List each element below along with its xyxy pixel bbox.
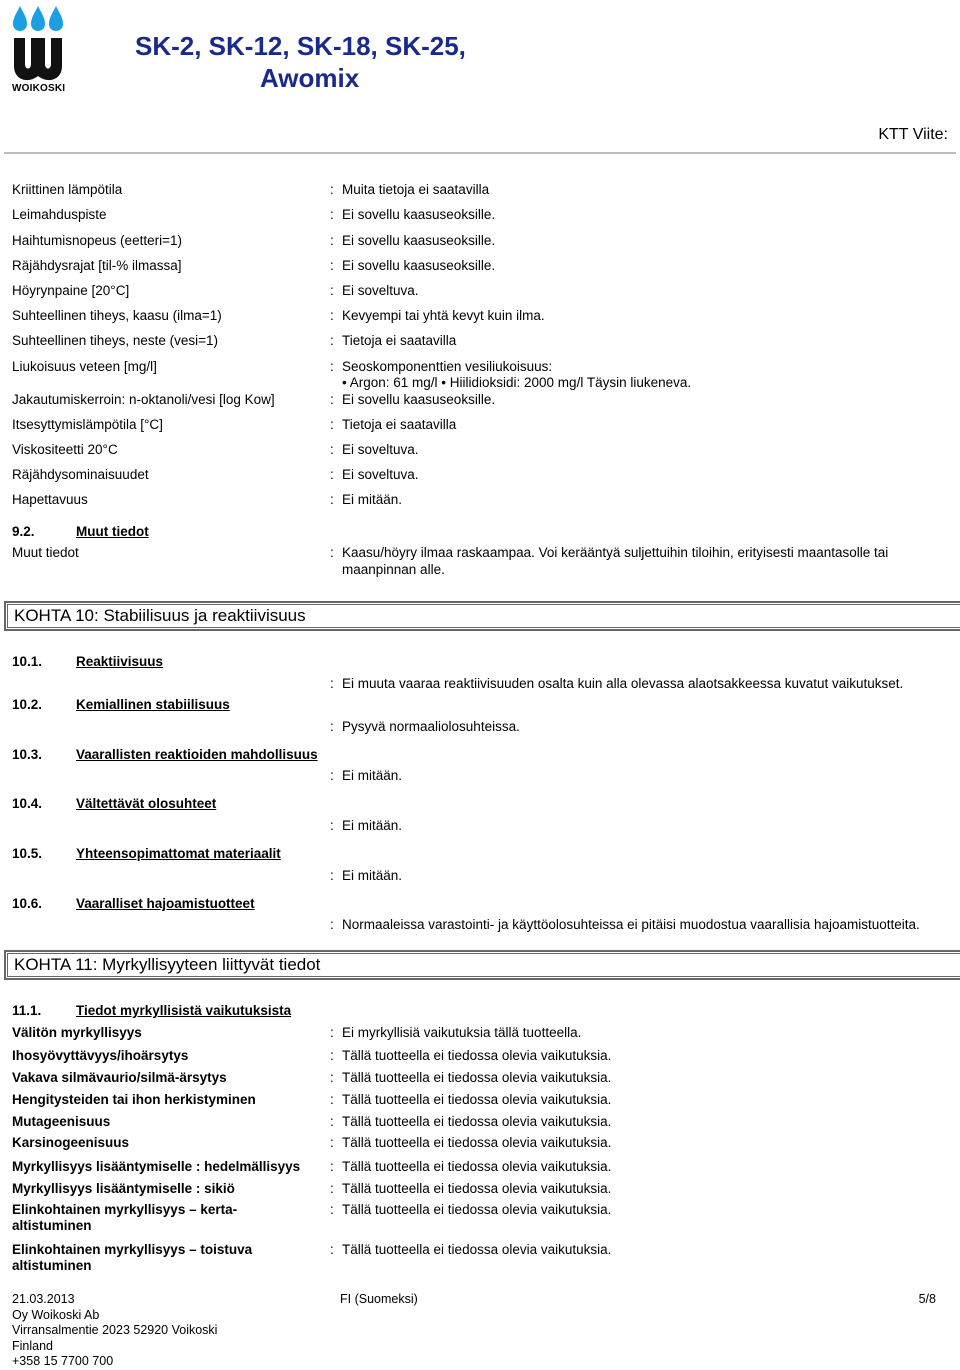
- tox-value: Ei myrkyllisiä vaikutuksia tällä tuotteella.: [342, 1025, 582, 1040]
- colon: :: [330, 467, 334, 482]
- subsection-title: Vaarallisten reaktioiden mahdollisuus: [76, 747, 318, 762]
- subsection-title: Muut tiedot: [76, 524, 149, 539]
- colon: :: [330, 182, 334, 197]
- tox-label: Mutageenisuus: [12, 1114, 111, 1129]
- tox-value: Tällä tuotteella ei tiedossa olevia vaikutuksia.: [342, 1202, 612, 1217]
- ktt-reference: KTT Viite:: [878, 126, 948, 143]
- property-label: Suhteellinen tiheys, kaasu (ilma=1): [12, 308, 222, 323]
- footer-company: [12, 1292, 217, 1370]
- colon: :: [330, 258, 334, 273]
- footer-phone: +358 15 7700 700: [12, 1354, 114, 1368]
- footer-country: Finland: [12, 1338, 53, 1353]
- tox-label-cont: altistuminen: [12, 1258, 92, 1273]
- subsection-number: 11.1.: [12, 1003, 42, 1018]
- subsection-title: Yhteensopimattomat materiaalit: [76, 846, 281, 861]
- property-label: Itsesyttymislämpötila [°C]: [12, 417, 163, 432]
- tox-value: Tällä tuotteella ei tiedossa olevia vaikutuksia.: [342, 1048, 612, 1063]
- property-label: Muut tiedot: [12, 545, 79, 560]
- document-title: [135, 30, 466, 94]
- subsection-number: 10.6.: [12, 896, 43, 911]
- subsection-value: Normaaleissa varastointi- ja käyttöolosuhteissa ei pitäisi muodostua vaarallisia hajoamistuotteita.: [342, 917, 920, 932]
- tox-label: Karsinogeenisuus: [12, 1135, 130, 1150]
- tox-label: Ihosyövyttävyys/ihoärsytys: [12, 1048, 189, 1063]
- subsection-value: Pysyvä normaaliolosuhteissa.: [342, 719, 520, 734]
- footer-address: Virransalmentie 2023 52920 Voikoski: [12, 1323, 218, 1337]
- property-value: Ei sovellu kaasuseoksille.: [342, 233, 496, 248]
- subsection-value: Ei mitään.: [342, 868, 403, 883]
- colon: :: [330, 917, 334, 932]
- subsection-title: Vältettävät olosuhteet: [76, 796, 217, 811]
- colon: :: [330, 283, 334, 298]
- property-label: Jakautumiskerroin: n-oktanoli/vesi [log Kow]: [12, 392, 275, 407]
- footer-language: FI (Suomeksi): [340, 1292, 418, 1306]
- tox-label: Hengitysteiden tai ihon herkistyminen: [12, 1092, 256, 1107]
- property-value: Ei sovellu kaasuseoksille.: [342, 392, 496, 407]
- colon: :: [330, 1114, 334, 1129]
- tox-label: Myrkyllisyys lisääntymiselle : hedelmällisyys: [12, 1159, 301, 1174]
- property-value: Ei sovellu kaasuseoksille.: [342, 258, 496, 273]
- title-line-1: SK-2, SK-12, SK-18, SK-25,: [135, 31, 466, 61]
- tox-label-cont: altistuminen: [12, 1218, 92, 1233]
- title-line-2: Awomix: [260, 63, 360, 93]
- colon: :: [330, 1202, 334, 1217]
- colon: :: [330, 818, 334, 833]
- property-label: Räjähdysrajat [til-% ilmassa]: [12, 258, 182, 273]
- colon: :: [330, 1092, 334, 1107]
- colon: :: [330, 308, 334, 323]
- property-label: Kriittinen lämpötila: [12, 182, 123, 197]
- colon: :: [330, 1135, 334, 1150]
- tox-value: Tällä tuotteella ei tiedossa olevia vaikutuksia.: [342, 1159, 612, 1174]
- tox-value: Tällä tuotteella ei tiedossa olevia vaikutuksia.: [342, 1242, 612, 1257]
- subsection-number: 10.4.: [12, 796, 43, 811]
- subsection-number: 10.5.: [12, 846, 43, 861]
- property-label: Räjähdysominaisuudet: [12, 467, 149, 482]
- footer-company-name: Oy Woikoski Ab: [12, 1307, 100, 1322]
- section-10-header: KOHTA 10: Stabiilisuus ja reaktiivisuus: [4, 601, 960, 631]
- logo-text: WOIKOSKI: [12, 83, 66, 94]
- subsection-number: 10.3.: [12, 747, 43, 762]
- property-value: Ei soveltuva.: [342, 283, 419, 298]
- property-value: Seoskomponenttien vesiliukoisuus:: [342, 359, 553, 374]
- property-value: Ei mitään.: [342, 492, 403, 507]
- tox-label: Välitön myrkyllisyys: [12, 1025, 142, 1040]
- property-value: Ei soveltuva.: [342, 467, 419, 482]
- property-value-cont: maanpinnan alle.: [342, 562, 445, 577]
- header-divider: [4, 152, 956, 154]
- colon: :: [330, 1242, 334, 1257]
- tox-label: Elinkohtainen myrkyllisyys – kerta-: [12, 1202, 238, 1217]
- colon: :: [330, 233, 334, 248]
- footer-date: 21.03.2013: [12, 1292, 75, 1306]
- tox-value: Tällä tuotteella ei tiedossa olevia vaikutuksia.: [342, 1135, 612, 1150]
- property-value: Kaasu/höyry ilmaa raskaampaa. Voi kerääntyä suljettuihin tiloihin, erityisesti maantasolle tai: [342, 545, 889, 560]
- property-label: Hapettavuus: [12, 492, 88, 507]
- colon: :: [330, 333, 334, 348]
- tox-value: Tällä tuotteella ei tiedossa olevia vaikutuksia.: [342, 1092, 612, 1107]
- property-label: Liukoisuus veteen [mg/l]: [12, 359, 157, 374]
- tox-label: Elinkohtainen myrkyllisyys – toistuva: [12, 1242, 253, 1257]
- section-11-header: KOHTA 11: Myrkyllisyyteen liittyvät tiedot: [4, 950, 960, 980]
- colon: :: [330, 1159, 334, 1174]
- subsection-number: 10.2.: [12, 697, 43, 712]
- property-label: Haihtumisnopeus (eetteri=1): [12, 233, 182, 248]
- colon: :: [330, 207, 334, 222]
- colon: :: [330, 1070, 334, 1085]
- colon: :: [330, 768, 334, 783]
- colon: :: [330, 442, 334, 457]
- property-label: Viskositeetti 20°C: [12, 442, 118, 457]
- subsection-title: Vaaralliset hajoamistuotteet: [76, 896, 255, 911]
- colon: :: [330, 1181, 334, 1196]
- property-value: Tietoja ei saatavilla: [342, 417, 457, 432]
- subsection-number: 10.1.: [12, 654, 43, 669]
- colon: :: [330, 492, 334, 507]
- colon: :: [330, 1048, 334, 1063]
- subsection-value: Ei mitään.: [342, 768, 403, 783]
- property-label: Höyrynpaine [20°C]: [12, 283, 130, 298]
- tox-value: Tällä tuotteella ei tiedossa olevia vaikutuksia.: [342, 1114, 612, 1129]
- footer-page-number: 5/8: [918, 1292, 936, 1306]
- property-value: Tietoja ei saatavilla: [342, 333, 457, 348]
- colon: :: [330, 545, 334, 560]
- property-label: Leimahduspiste: [12, 207, 107, 222]
- subsection-title: Kemiallinen stabiilisuus: [76, 697, 230, 712]
- tox-label: Myrkyllisyys lisääntymiselle : sikiö: [12, 1181, 235, 1196]
- subsection-number: 9.2.: [12, 524, 35, 539]
- colon: :: [330, 719, 334, 734]
- subsection-title: Tiedot myrkyllisistä vaikutuksista: [76, 1003, 292, 1018]
- subsection-value: Ei mitään.: [342, 818, 403, 833]
- colon: :: [330, 417, 334, 432]
- property-value: Ei sovellu kaasuseoksille.: [342, 207, 496, 222]
- colon: :: [330, 868, 334, 883]
- property-value-detail: • Argon: 61 mg/l • Hiilidioksidi: 2000 mg/l Täysin liukeneva.: [342, 375, 692, 390]
- subsection-value: Ei muuta vaaraa reaktiivisuuden osalta kuin alla olevassa alaotsakkeessa kuvatut vaikutukset.: [342, 676, 904, 691]
- property-value: Ei soveltuva.: [342, 442, 419, 457]
- woikoski-logo: [12, 4, 64, 96]
- property-label: Suhteellinen tiheys, neste (vesi=1): [12, 333, 218, 348]
- tox-value: Tällä tuotteella ei tiedossa olevia vaikutuksia.: [342, 1070, 612, 1085]
- tox-value: Tällä tuotteella ei tiedossa olevia vaikutuksia.: [342, 1181, 612, 1196]
- property-value: Kevyempi tai yhtä kevyt kuin ilma.: [342, 308, 545, 323]
- tox-label: Vakava silmävaurio/silmä-ärsytys: [12, 1070, 227, 1085]
- property-value: Muita tietoja ei saatavilla: [342, 182, 490, 197]
- subsection-title: Reaktiivisuus: [76, 654, 164, 669]
- colon: :: [330, 392, 334, 407]
- colon: :: [330, 676, 334, 691]
- colon: :: [330, 1025, 334, 1040]
- colon: :: [330, 359, 334, 374]
